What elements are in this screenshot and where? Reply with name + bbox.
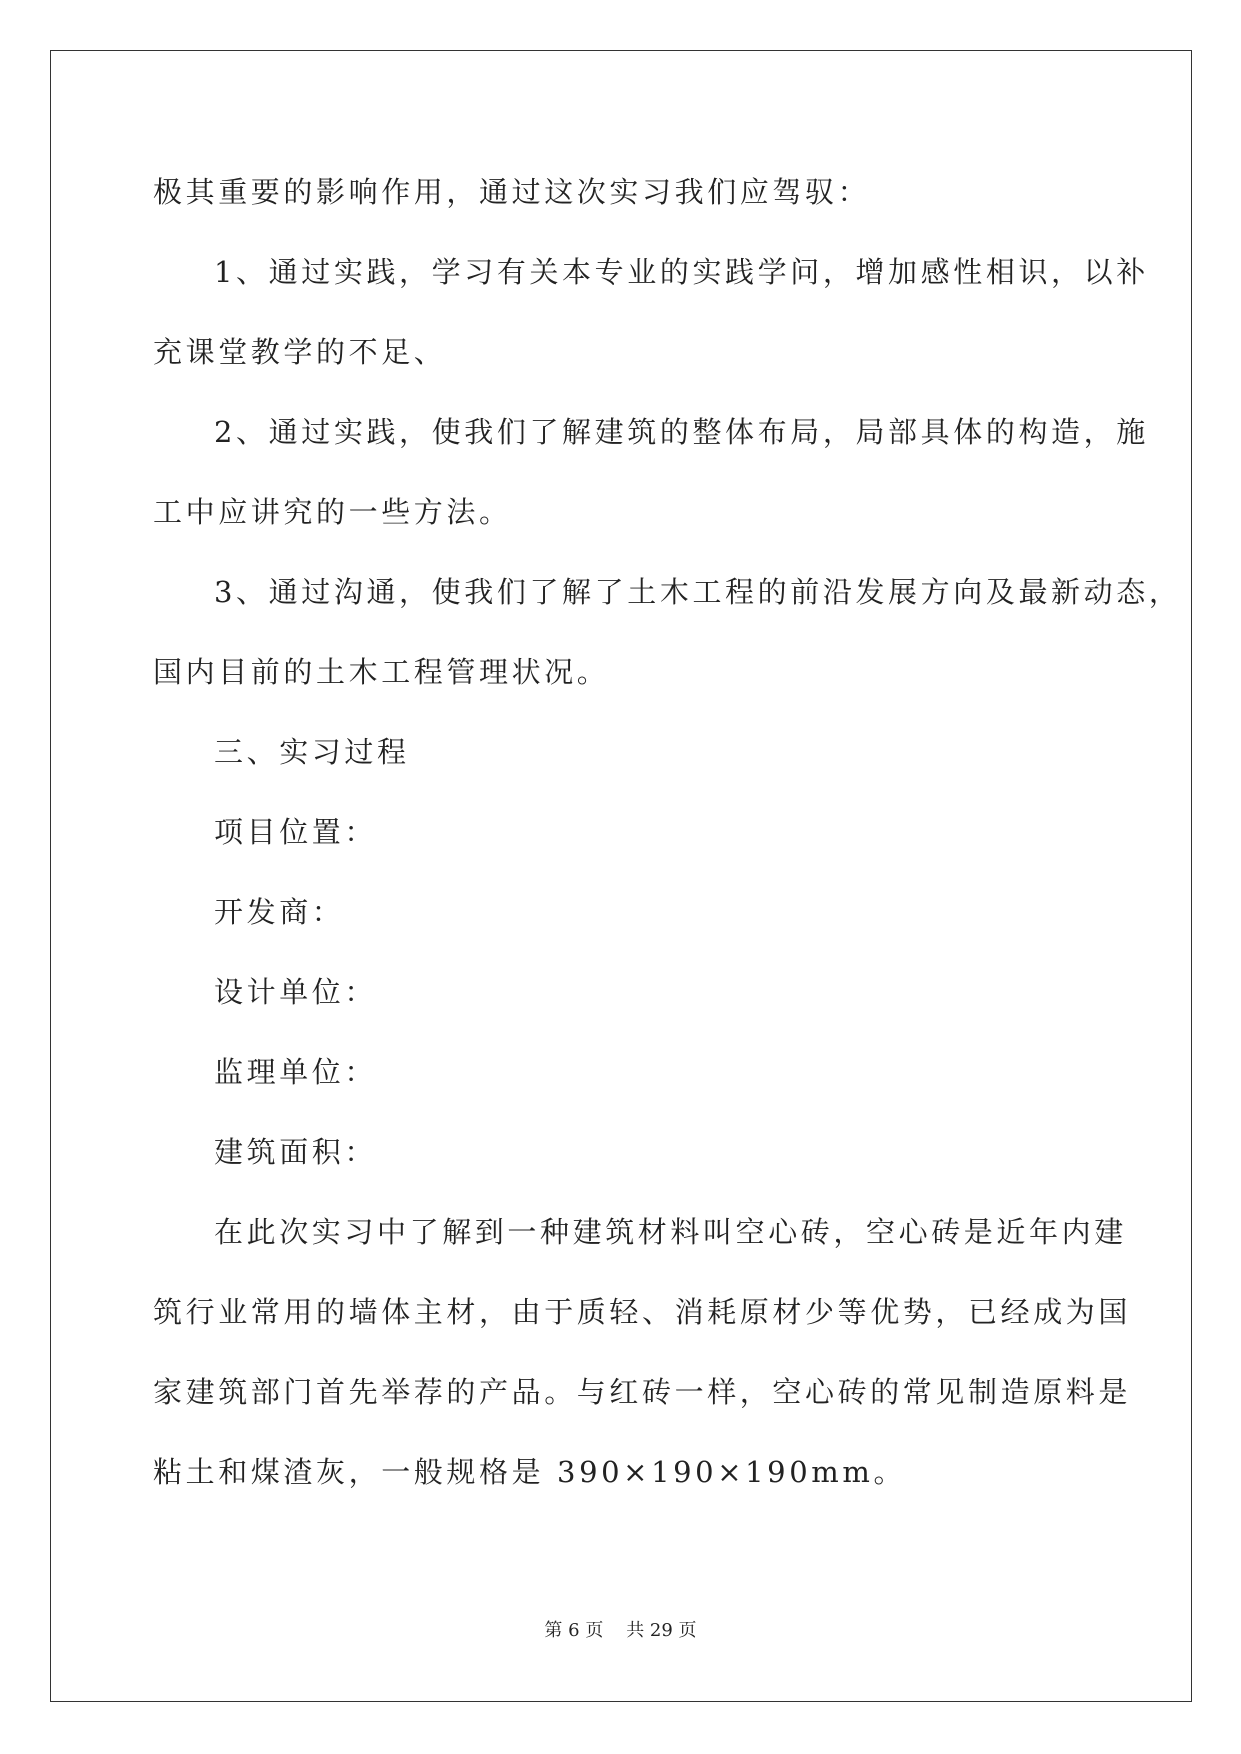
text-line: 国内目前的土木工程管理状况。 xyxy=(153,655,610,689)
paragraph-line: 3、通过沟通，使我们了解了土木工程的前沿发展方向及最新动态， xyxy=(214,575,1182,609)
field-label: 监理单位： xyxy=(214,1055,378,1089)
paragraph-line: 2、通过实践，使我们了解建筑的整体布局，局部具体的构造，施 xyxy=(214,415,1149,449)
section-heading: 三、实习过程 xyxy=(214,735,410,769)
field-label: 项目位置： xyxy=(214,815,378,849)
paragraph-line: 1、通过实践，学习有关本专业的实践学问，增加感性相识，以补 xyxy=(214,255,1149,289)
field-label: 建筑面积： xyxy=(214,1135,378,1169)
text-line: 极其重要的影响作用，通过这次实习我们应驾驭： xyxy=(153,175,871,209)
text-line: 粘土和煤渣灰，一般规格是 390×190×190mm。 xyxy=(153,1455,907,1489)
text-line: 工中应讲究的一些方法。 xyxy=(153,495,512,529)
text-line: 筑行业常用的墙体主材，由于质轻、消耗原材少等优势，已经成为国 xyxy=(153,1295,1132,1329)
text-line: 充课堂教学的不足、 xyxy=(153,335,447,369)
field-label: 开发商： xyxy=(214,895,345,929)
field-label: 设计单位： xyxy=(214,975,378,1009)
paragraph-line: 在此次实习中了解到一种建筑材料叫空心砖，空心砖是近年内建 xyxy=(214,1215,1127,1249)
text-line: 家建筑部门首先举荐的产品。与红砖一样，空心砖的常见制造原料是 xyxy=(153,1375,1132,1409)
page-footer: 第 6 页 共 29 页 xyxy=(544,1620,697,1641)
